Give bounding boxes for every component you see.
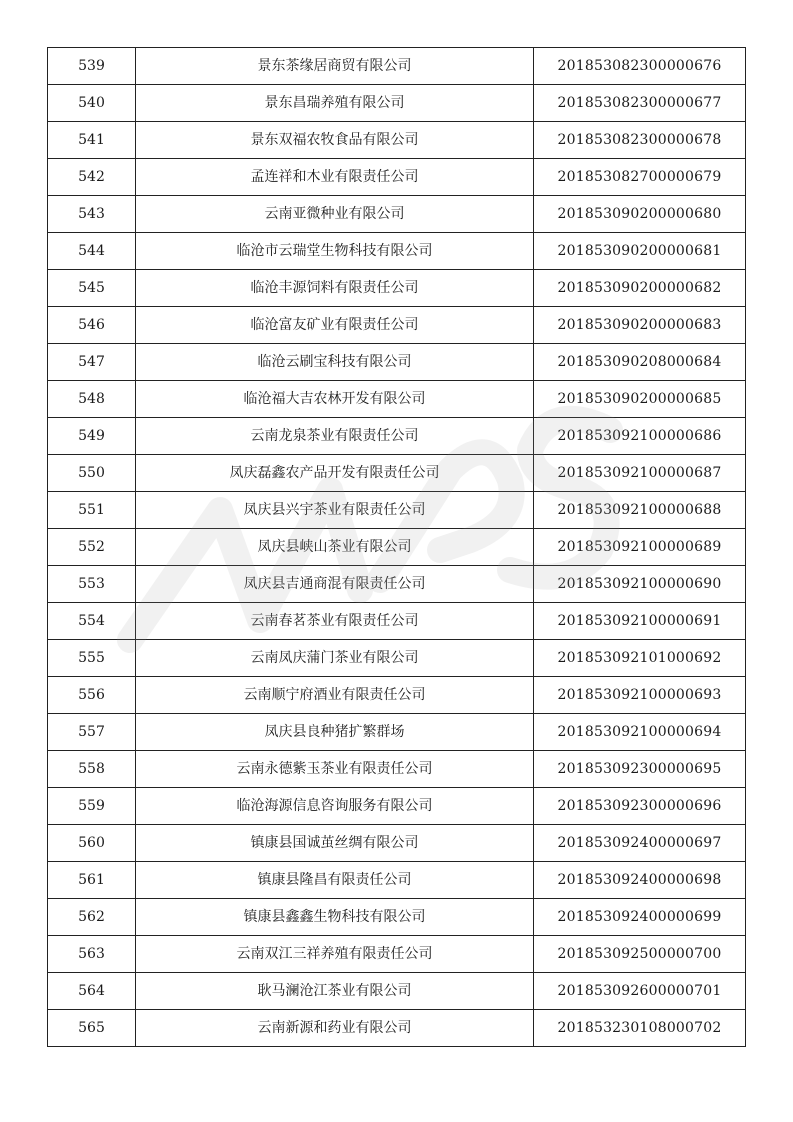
table-row: [48, 233, 746, 270]
table-row: [48, 677, 746, 714]
registration-code: 201853090200000680: [534, 196, 746, 233]
company-registry-table: [47, 47, 746, 1047]
registration-code: 201853092100000691: [534, 603, 746, 640]
company-name: 临沧市云瑞堂生物科技有限公司: [136, 233, 534, 270]
company-name: 镇康县国诚茧丝绸有限公司: [136, 825, 534, 862]
company-name: 景东昌瑞养殖有限公司: [136, 85, 534, 122]
row-number: 564: [48, 973, 136, 1010]
company-name: 凤庆县良种猪扩繁群场: [136, 714, 534, 751]
company-name: 凤庆县吉通商混有限责任公司: [136, 566, 534, 603]
table-row: [48, 418, 746, 455]
company-name: 云南双江三祥养殖有限责任公司: [136, 936, 534, 973]
row-number: 555: [48, 640, 136, 677]
table-row: [48, 973, 746, 1010]
row-number: 551: [48, 492, 136, 529]
table-row: [48, 862, 746, 899]
company-name: 景东茶缘居商贸有限公司: [136, 48, 534, 85]
table-row: [48, 1010, 746, 1047]
registration-code: 201853092100000694: [534, 714, 746, 751]
company-name: 云南凤庆蒲门茶业有限公司: [136, 640, 534, 677]
company-name: 孟连祥和木业有限责任公司: [136, 159, 534, 196]
table-row: [48, 529, 746, 566]
row-number: 562: [48, 899, 136, 936]
registration-code: 201853092500000700: [534, 936, 746, 973]
registration-code: 201853082300000676: [534, 48, 746, 85]
registration-code: 201853092100000688: [534, 492, 746, 529]
table-row: [48, 603, 746, 640]
table-row: [48, 714, 746, 751]
row-number: 541: [48, 122, 136, 159]
row-number: 546: [48, 307, 136, 344]
row-number: 539: [48, 48, 136, 85]
row-number: 565: [48, 1010, 136, 1047]
registration-code: 201853092400000699: [534, 899, 746, 936]
company-name: 云南春茗茶业有限责任公司: [136, 603, 534, 640]
registration-code: 201853082700000679: [534, 159, 746, 196]
table-row: [48, 307, 746, 344]
table-row: [48, 492, 746, 529]
row-number: 554: [48, 603, 136, 640]
registration-code: 201853090208000684: [534, 344, 746, 381]
company-name: 临沧富友矿业有限责任公司: [136, 307, 534, 344]
row-number: 548: [48, 381, 136, 418]
company-name: 凤庆县兴宇茶业有限责任公司: [136, 492, 534, 529]
table-body: [48, 48, 746, 1047]
company-name: 临沧云刷宝科技有限公司: [136, 344, 534, 381]
company-name: 临沧福大吉农林开发有限公司: [136, 381, 534, 418]
row-number: 558: [48, 751, 136, 788]
row-number: 552: [48, 529, 136, 566]
row-number: 550: [48, 455, 136, 492]
table-row: [48, 48, 746, 85]
row-number: 560: [48, 825, 136, 862]
table-row: [48, 455, 746, 492]
company-name: 云南亚微种业有限公司: [136, 196, 534, 233]
company-name: 临沧丰源饲料有限责任公司: [136, 270, 534, 307]
company-name: 云南龙泉茶业有限责任公司: [136, 418, 534, 455]
table-row: [48, 566, 746, 603]
table-row: [48, 381, 746, 418]
company-name: 云南顺宁府酒业有限责任公司: [136, 677, 534, 714]
company-name: 凤庆磊鑫农产品开发有限责任公司: [136, 455, 534, 492]
table-row: [48, 344, 746, 381]
row-number: 561: [48, 862, 136, 899]
table-row: [48, 85, 746, 122]
row-number: 563: [48, 936, 136, 973]
registration-code: 201853230108000702: [534, 1010, 746, 1047]
row-number: 542: [48, 159, 136, 196]
registration-code: 201853092600000701: [534, 973, 746, 1010]
row-number: 553: [48, 566, 136, 603]
registration-code: 201853092100000689: [534, 529, 746, 566]
registration-code: 201853092400000698: [534, 862, 746, 899]
registration-code: 201853092400000697: [534, 825, 746, 862]
registration-code: 201853090200000683: [534, 307, 746, 344]
company-name: 云南永德紫玉茶业有限责任公司: [136, 751, 534, 788]
table-row: [48, 196, 746, 233]
row-number: 543: [48, 196, 136, 233]
company-name: 景东双福农牧食品有限公司: [136, 122, 534, 159]
row-number: 559: [48, 788, 136, 825]
table-row: [48, 640, 746, 677]
table-row: [48, 122, 746, 159]
registration-code: 201853092101000692: [534, 640, 746, 677]
table-row: [48, 825, 746, 862]
registration-code: 201853092100000686: [534, 418, 746, 455]
row-number: 547: [48, 344, 136, 381]
registration-code: 201853082300000677: [534, 85, 746, 122]
table-row: [48, 899, 746, 936]
company-name: 镇康县隆昌有限责任公司: [136, 862, 534, 899]
row-number: 557: [48, 714, 136, 751]
row-number: 556: [48, 677, 136, 714]
registration-code: 201853082300000678: [534, 122, 746, 159]
company-name: 临沧海源信息咨询服务有限公司: [136, 788, 534, 825]
row-number: 544: [48, 233, 136, 270]
company-name: 耿马澜沧江茶业有限公司: [136, 973, 534, 1010]
row-number: 549: [48, 418, 136, 455]
company-name: 云南新源和药业有限公司: [136, 1010, 534, 1047]
table-row: [48, 751, 746, 788]
registration-code: 201853092100000693: [534, 677, 746, 714]
table-row: [48, 788, 746, 825]
table-row: [48, 270, 746, 307]
row-number: 545: [48, 270, 136, 307]
registration-code: 201853092300000695: [534, 751, 746, 788]
table-row: [48, 936, 746, 973]
registration-code: 201853090200000681: [534, 233, 746, 270]
registration-code: 201853092100000690: [534, 566, 746, 603]
table-row: [48, 159, 746, 196]
registration-code: 201853092300000696: [534, 788, 746, 825]
registration-code: 201853092100000687: [534, 455, 746, 492]
registration-code: 201853090200000685: [534, 381, 746, 418]
company-name: 镇康县鑫鑫生物科技有限公司: [136, 899, 534, 936]
registration-code: 201853090200000682: [534, 270, 746, 307]
row-number: 540: [48, 85, 136, 122]
company-name: 凤庆县峡山茶业有限公司: [136, 529, 534, 566]
